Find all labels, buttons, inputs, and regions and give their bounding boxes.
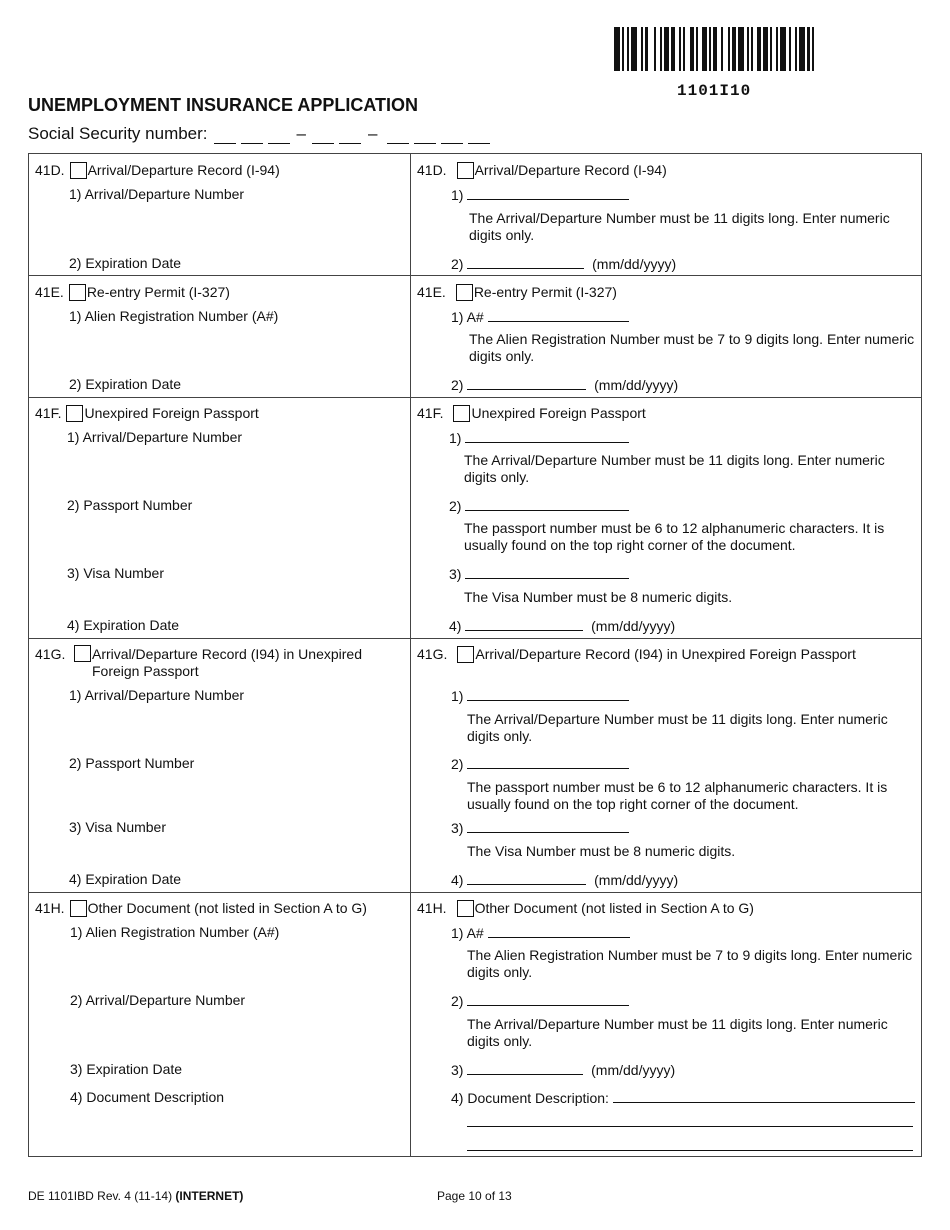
section-41g-item-1: 1) Arrival/Departure Number: [69, 687, 245, 703]
ssn-row: [28, 124, 495, 144]
section-divider: [29, 397, 921, 398]
section-41h-item-2: 2) Arrival/Departure Number: [70, 992, 246, 1008]
section-41f-field-2: 2): [449, 497, 629, 514]
section-41f-item-3: 3) Visa Number: [67, 565, 165, 581]
section-41h-item-3: 3) Expiration Date: [70, 1061, 183, 1077]
section-divider: [29, 638, 921, 639]
section-41g-item-2: 2) Passport Number: [69, 755, 195, 771]
section-41d-item-2: 2) Expiration Date: [69, 255, 182, 271]
section-41g-code: 41G.: [35, 646, 66, 662]
section-41h-field-4: 4) Document Description:: [451, 1089, 915, 1106]
passport-rule-text: The passport number must be 6 to 12 alphanumeric characters. It is usually found on the top right corner of the document.: [467, 779, 888, 812]
section-name: Arrival/Departure Record (I-94): [474, 162, 667, 178]
section-41g-checkbox-left[interactable]: [74, 645, 91, 662]
passport-number-input[interactable]: [465, 497, 629, 511]
arrival-rule-text: The Arrival/Departure Number must be 11 digits long. Enter numeric digits only.: [464, 452, 885, 485]
section-41e-checkbox[interactable]: [456, 284, 473, 301]
page-number: Page 10 of 13: [437, 1189, 512, 1203]
visa-rule-text: The Visa Number must be 8 numeric digits.: [464, 589, 733, 605]
section-41g-field-1: 1): [451, 687, 629, 704]
section-41e-item-1: 1) Alien Registration Number (A#): [69, 308, 279, 324]
passport-number-input[interactable]: [467, 755, 629, 769]
section-41f-field-4: 4) (mm/dd/yyyy): [449, 618, 676, 634]
arrival-rule-text: The Arrival/Departure Number must be 11 digits long. Enter numeric digits only.: [467, 711, 888, 744]
passport-rule-text: The passport number must be 6 to 12 alphanumeric characters. It is usually found on the top right corner of the document.: [464, 520, 885, 553]
section-name: Arrival/Departure Record (I-94): [87, 162, 280, 178]
ssn-digit-3[interactable]: [268, 128, 290, 144]
document-description-line[interactable]: [467, 1126, 913, 1127]
section-code: 41D.: [35, 162, 65, 178]
section-41d-item-1: 1) Arrival/Departure Number: [69, 186, 245, 202]
barcode: [614, 27, 818, 71]
expiration-date-input[interactable]: [465, 617, 583, 631]
alien-rule-text: The Alien Registration Number must be 7 to 9 digits long. Enter numeric digits only.: [467, 947, 913, 980]
section-41e-header-right: [417, 284, 617, 301]
section-41e-header: [35, 284, 230, 301]
form-footer-id: DE 1101IBD Rev. 4 (11-14) (INTERNET): [28, 1189, 244, 1203]
visa-number-input[interactable]: [465, 565, 629, 579]
barcode-bar: [814, 27, 818, 71]
section-name: Arrival/Departure Record (I94) in Unexpired Foreign Passport: [475, 646, 856, 662]
section-41g-header-right: [417, 646, 856, 663]
section-41h-field-3: 3) (mm/dd/yyyy): [451, 1062, 676, 1078]
section-41h-header-right: [417, 900, 754, 917]
ssn-digit-7[interactable]: [414, 128, 436, 144]
ssn-digit-9[interactable]: [468, 128, 490, 144]
section-41f-item-2: 2) Passport Number: [67, 497, 193, 513]
section-code: 41E.: [417, 284, 446, 300]
section-code: 41H.: [35, 900, 65, 916]
section-name: Re-entry Permit (I-327): [86, 284, 230, 300]
alien-registration-number-input[interactable]: [488, 308, 629, 322]
arrival-rule-text: The Arrival/Departure Number must be 11 digits long. Enter numeric digits only.: [467, 1016, 888, 1049]
section-41h-item-4: 4) Document Description: [70, 1089, 225, 1105]
barcode-number: 1101I10: [677, 82, 752, 100]
section-41f-item-4: 4) Expiration Date: [67, 617, 180, 633]
ssn-digit-5[interactable]: [339, 128, 361, 144]
section-code: 41G.: [417, 646, 448, 662]
document-description-input[interactable]: [613, 1089, 915, 1103]
section-41h-checkbox[interactable]: [457, 900, 474, 917]
ssn-label: Social Security number:: [28, 124, 208, 143]
column-divider: [410, 154, 411, 1156]
section-41e-field-1: 1) A#: [451, 308, 629, 325]
visa-number-input[interactable]: [467, 819, 629, 833]
section-41g-checkbox[interactable]: [457, 646, 474, 663]
section-name: Unexpired Foreign Passport: [471, 405, 646, 421]
ssn-digit-2[interactable]: [241, 128, 263, 144]
section-code: 41H.: [417, 900, 447, 916]
ssn-digit-4[interactable]: [312, 128, 334, 144]
ssn-digit-6[interactable]: [387, 128, 409, 144]
section-41f-header-right: [417, 405, 646, 422]
section-divider: [29, 275, 921, 276]
ssn-digit-1[interactable]: [214, 128, 236, 144]
expiration-date-input[interactable]: [467, 1061, 583, 1075]
section-name: Re-entry Permit (I-327): [473, 284, 617, 300]
ssn-digit-8[interactable]: [441, 128, 463, 144]
section-41g-field-2: 2): [451, 755, 629, 772]
arrival-rule-text: The Arrival/Departure Number must be 11 digits long. Enter numeric digits only.: [469, 210, 890, 243]
section-41f-item-1: 1) Arrival/Departure Number: [67, 429, 243, 445]
section-name: Other Document (not listed in Section A to G): [474, 900, 754, 916]
ssn-dash: –: [368, 124, 378, 143]
alien-rule-text: The Alien Registration Number must be 7 to 9 digits long. Enter numeric digits only.: [469, 331, 915, 364]
section-41d-checkbox[interactable]: [457, 162, 474, 179]
internet-label: (INTERNET): [175, 1189, 244, 1203]
section-41h-field-1: 1) A#: [451, 924, 630, 941]
document-form: [28, 153, 922, 1157]
section-divider: [29, 892, 921, 893]
section-41d-checkbox-left[interactable]: [70, 162, 87, 179]
section-41g-field-4: 4) (mm/dd/yyyy): [451, 872, 679, 888]
section-41d-field-2: 2) (mm/dd/yyyy): [451, 256, 677, 272]
expiration-date-input[interactable]: [467, 871, 586, 885]
arrival-departure-number-input[interactable]: [465, 429, 629, 443]
section-41d-header: [35, 162, 280, 179]
section-41f-checkbox[interactable]: [453, 405, 470, 422]
section-41e-field-2: 2) (mm/dd/yyyy): [451, 377, 679, 393]
expiration-date-input[interactable]: [467, 376, 586, 390]
section-41f-field-3: 3): [449, 565, 629, 582]
section-41f-checkbox-left[interactable]: [66, 405, 83, 422]
page-title: UNEMPLOYMENT INSURANCE APPLICATION: [28, 95, 419, 115]
alien-registration-number-input[interactable]: [488, 924, 630, 938]
section-41h-header: [35, 900, 367, 917]
visa-rule-text: The Visa Number must be 8 numeric digits.: [467, 843, 736, 859]
section-code: 41E.: [35, 284, 64, 300]
section-41d-header-right: [417, 162, 667, 179]
section-41d-field-1: 1): [451, 186, 629, 203]
arrival-departure-number-input[interactable]: [467, 992, 629, 1006]
section-41f-field-1: 1): [449, 429, 629, 446]
section-41h-field-2: 2): [451, 992, 629, 1009]
section-41h-item-1: 1) Alien Registration Number (A#): [70, 924, 280, 940]
section-code: 41F.: [417, 405, 444, 421]
section-name: Other Document (not listed in Section A to G): [87, 900, 367, 916]
section-name: Unexpired Foreign Passport: [84, 405, 259, 421]
section-41e-checkbox-left[interactable]: [69, 284, 86, 301]
section-41g-field-3: 3): [451, 819, 629, 836]
section-41g-item-3: 3) Visa Number: [69, 819, 167, 835]
section-code: 41F.: [35, 405, 62, 421]
section-41g-item-4: 4) Expiration Date: [69, 871, 182, 887]
section-41g-name: Arrival/Departure Record (I94) in Unexpired Foreign Passport: [92, 646, 362, 679]
expiration-date-input[interactable]: [467, 255, 584, 269]
ssn-dash: –: [296, 124, 306, 143]
section-41h-checkbox-left[interactable]: [70, 900, 87, 917]
section-41f-header: [35, 405, 259, 422]
arrival-departure-number-input[interactable]: [467, 186, 629, 200]
section-41e-item-2: 2) Expiration Date: [69, 376, 182, 392]
arrival-departure-number-input[interactable]: [467, 687, 629, 701]
section-code: 41D.: [417, 162, 447, 178]
document-description-line[interactable]: [467, 1150, 913, 1151]
